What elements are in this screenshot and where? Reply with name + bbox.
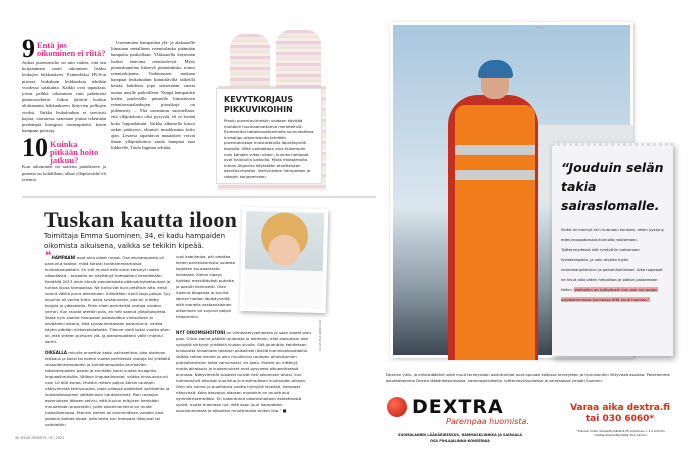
dextra-intro: Dextran yleis- ja erikoislääkärit sekä muut terveysalan asiantuntijat ovat apunasi kaikissa terveyteen ja hyvinvointiin liittyvissä asioissa. Palvelemme asiakkaitamme Dextra lääkärikeskuksissa, hammasklinikoilla, työterveyshuolloissa ja sairaalassa ympäri Suomen.	[386, 372, 670, 383]
dextra-ball-icon	[387, 397, 407, 417]
author-photo	[240, 207, 329, 313]
brand-subtitle	[386, 432, 534, 444]
tip-box-title: KEVYTKORJAUS PIKKUVIKOIHIN	[224, 95, 294, 114]
divider	[22, 196, 376, 198]
page-footer: 40 HYVÄ TERVEYS / 6 / 2023	[15, 436, 65, 440]
article-title: Tuskan kautta iloon	[44, 207, 238, 232]
article-column-2-top: uusi kaarilanka, piti odottaa kielen parkkiutumista uudesta kojeiden kuusaamasta kohdasta. Kielen kipeys haittasi merkittävästi puhetta ja potutti henkisesti. Olen lukenut blogeista ja kuullut saman hoidon läpikäyneiltä, että monella vastaavalainen oikominen on sujunut paljon helpommin.	[176, 254, 236, 319]
quote-note	[552, 143, 673, 356]
q10-text: Kun oikominen on saatettu päätökseen ja purenta on kohdillaan, alkaa ylläpitovaihe eli retentio.	[22, 164, 106, 182]
q9-number: 9	[22, 34, 35, 63]
author-portrait	[244, 211, 324, 309]
booking-cta[interactable]	[560, 403, 680, 425]
paragraph: on viimeistelyvaiheessa ja saan kojeet pian pois. Olisin voinut päästä raudoista jo aiemmin, ellei alaleukani olisi sykoyliä siirtynyt yhtäkkiä hiukan sivulle. Sitä jouduttiin kahdeksan kuukautta hilaamaan takaisin paikoilleen öisillä kuminlankavedoilla. Vaikka rahaa menee ja olen muuttunut rautojen aiheuttamien puheaikeuksien takia varsumaksi, en kadu. Mutkia on riittänyt, mutta alkatautu ja kustannukset ovat pysyneet alkuperäisessä arviossa. Näkyvimmät tulokset tulivat heti oikomisen aluksi, kun hammasrivit alkoivat suoristua jo ensimmäisen kuukauden aikana. Olen siis voinut jo puolitoista vuotta hymyillä leveästi, hampaat näkyvissä. Koko kasvojen alaosan muotokin on muuttunut symmetrisemmäksi. En hakeutunut oikomishoitoon esteettisistä syistä, mutta huomaan nyt, että saan juuri hampaiden suoristumisesta ja alkoniäin muuttumista eniten iloa.” ■	[176, 330, 311, 413]
booking-phone[interactable]: tai 030 6060*	[585, 414, 655, 424]
vest-stripe	[455, 145, 535, 155]
call-price-note: *Puhelun hinta: lankaliittymästä 8,35 snt/puhelu + 3,2 snt/min, matkapuhelinliittymästä 19,2 snt/min.	[576, 429, 666, 437]
q10-number: 10	[22, 133, 48, 163]
quote-text	[561, 225, 664, 305]
paragraph-lead: HAMPAANI	[51, 255, 76, 260]
vest-stripe	[455, 170, 535, 180]
brand-name: DEXTRA	[412, 396, 504, 418]
paragraph: ovat aina olleet rumat. Osa etuhampaista oli painunut taakse, mikä korosti torahammasmaisia kulmahampaitani. En silti muista että olisin kärsinyt niiden ulkonäöstä – toisaalta en näyttänyt hampaitani kenellekään. Keväällä 2013 aloin kärsiä voimakkaista päänsärkykohtauksia ja tuntea kipua hampaissa. Ne tuntuivat kuin pettäisin alta, enkä voinut välillä purra oikeinkaan. Kiillettäkin irtoili isoja paloja. Syy kipuihin oli vanha tuttu: paha syväpurenta, jota oli yritetty korjata jo yläasteella. Pidin siloin perinteisiä rautoja vuoden verran. Kun raudat otettiin pois, en heti saanut ylläpitokojetta. Vasta nyin saadut hampaani palasivatkin vinksalleen jo keväänkin aikana, eikä syväpurentakaan parantunut, vaikka käytin pitkään nikkavetolaitetta. Tilanne vielä kaksi vuotta siten oli, että yhteen purtujen ylä- ja alahampaitteni väliin mahtui sormi.	[45, 255, 171, 344]
column-2-text: Useimmiten hampaiden ylä- ja alakaarelle liimataan metallinen retentiolanka pitämään hampaita paikoillaan. Yläkaarella käytetään lisäksi enavinta retentiolevyä. Myös pönarskuntelaa liittsevä purentakisko toimii retentiolojenna. Tutkimusten mukaan hampaat leukaluuhun kiinnittävillä säikeillä kestää kahdesta jopa seitsemään vuotta tautua uusille paikoilleen. Niinpä hampaiden kielen puoleisille pinnoille liimattavien retentiorautalankojen pitoaikoja on pidennetty. – Yhä useammin suositellaan, että ylläpitohoito olisi pysyvää, eli se kestää koko loppuelämän. Vaikka alkuisella kasvu onkin päättynyt, elimistö muokkautuu koko ajan. Lesaesa tapahtuvat muutokset voivat ilman ylläpitohoitoa saada hampaat taas liikkeelle, Tuula Ingman selittää.	[111, 40, 195, 151]
tip-box	[216, 88, 322, 184]
tooth-icon	[230, 34, 270, 94]
article-subtitle: Toimittaja Emma Suominen, 34, ei kadu hampaiden oikomista aikuisena, vaikka se tekikin kipeää.	[44, 232, 226, 250]
paragraph: minulle annettiin kaksi vaihtoehtoa: joko alaleuan leikkaus ja kaksi tai kolme vuotta perinteisiä rautoja tai yhtäältä viisaudenhampaiden ja kulmahampaista seuraavien takahampaiden poisto ja enintään kaksi vuotta Incognito-linguaalirautoilla. Välitsin linguaaliraudat, vaikka hinta-arvio oli noin 10 000 euroa. Muistin mitten paljon kärsin rautojen näkyvimestä teinivuosina, joten piilossa pidettävä vaihtoehto ja leukaleikkauksen välttäminen houkuttelivat. Pian rautojen asennuksen jälkeen selvisi, että kuulun erityisen herkkään muutamaan prosenttiin, joille oikomineninkin on muita tuskallisempaa. Etenkin kieleni oli ensimmäisen vuoden aina jostakin kohtaa kipeä. Joka kerta kun hampaat liikkuivat tai vaihdettiin	[45, 350, 171, 427]
q9-title: Entä jos oikominen ei riitä?	[37, 40, 106, 58]
q9-section	[22, 34, 106, 183]
paragraph-lead: OIKEALLA	[45, 350, 68, 355]
quote-body: Selkä oli mennyt niin huonoon kuntoon, etten pystyny edes kauppakassia kunnolla nostamaan. Työterveydessä sitä ryhdyttiin hoitamaan fysioterapialla, ja sain ohjeita myös voimaharjoitteluun ja painonhallintaan. Aika nopeasti ne kivut alko sitten helpottaa ja pääsin palaamaan töihin.	[561, 227, 664, 292]
quote-title: “Jouduin selän takia sairaslomalle.	[561, 160, 664, 213]
quote-highlight: Vanhoihin on työtyöneni kun osin nyt paljon suljakamminssa kunnossa että ennä huomaa.”	[561, 287, 658, 302]
booking-link[interactable]: Varaa aika dextra.fi	[570, 403, 670, 413]
article-column-1	[45, 249, 173, 428]
quote-mark-icon: ❝	[45, 249, 52, 262]
article-column-2-bottom	[176, 330, 311, 414]
q10-title: Kuinka pitkään hoito jatkuu?	[50, 139, 99, 166]
paragraph-lead: NYT OIKOMISHOITONI	[176, 330, 226, 335]
hard-hat	[478, 60, 513, 78]
safety-vest	[455, 105, 535, 360]
q9-text: Joskus purentavirhe on niin vaikea, että sen korjaaminen vaatii oikomisen lisäksi leukojen leikkauksen. Esimerkiksi HUS:in piirissä leukaluun leikkauksia tehdään vuodessa satakunta. Kaikki ovat tapauksia, joissa pelkkä oikominen vain pahentaisi purentavirhettä. Jotkut jättävät hoidon aloittamatta leikkaukseen liittyvien pelkojen vuoksi. Vaikka leukaluuhun ei tarvitsisi kajota, oiortaessa saatetaan joutua tekemään pienempiä kirurgisia toimenpiteitä, kuten hampaan poistoja.	[22, 60, 106, 134]
photo-credit: KUVA PIIA ARNOULD	[318, 320, 322, 351]
tip-box-text: Pienin purentavirheisiin voidaan käyttää muitakin huomaamattomia menetelmiä. Esimerkiksi tietokoneohjelmalla suunniteltava Invisalign-oikomishoito tehdään purentakiskoja muistuttavilla läpinäkyvillä kiskoilla. Niitä vaihdetaan aina tiukempiin noin kahden viikon välein, kunnes hampaat ovat halutuilla paikoilla. Myös irtokojehoito Inman Aligneria käytetään etuetteisten asentovirheiden, kiertyneiden hampaiden ja rakojen korjaamiseen.	[224, 118, 314, 179]
brand-subtitle-1: SUOMALAINEN LÄÄKÄRIKESKUS, HAMMASKLINIKKA JA SAIRAALA	[398, 433, 522, 437]
brand-slogan: Parempaa huomista.	[446, 417, 529, 426]
brand-subtitle-2: OSA PIHLAJALINNA-KONSERNIA	[430, 439, 490, 443]
